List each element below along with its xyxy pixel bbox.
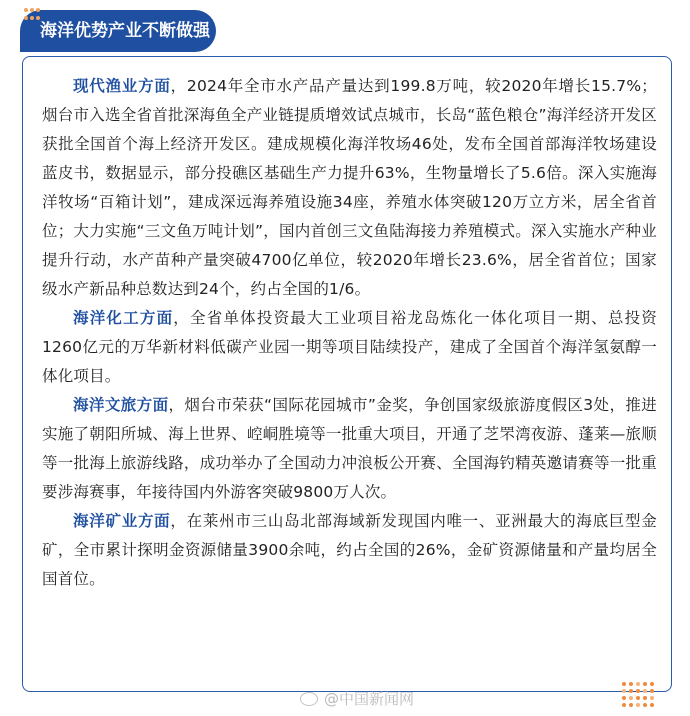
paragraph-text: ，烟台市荣获“国际花园城市”金奖，争创国家级旅游度假区3处，推进实施了朝阳所城、海上世界、崆峒胜境等一批重大项目，开通了芝罘湾夜游、蓬莱—旅顺等一批海上旅游线路，成功举办了全国动力冲浪板公开赛、全国海钓精英邀请赛等一批重要涉海赛事，年接待国内外游客突破9800万人次。 <box>42 396 658 501</box>
paragraph-text: ，全省单体投资最大工业项目裕龙岛炼化一体化项目一期、总投资1260亿元的万华新材料低碳产业园一期等项目陆续投产，建成了全国首个海洋氢氨醇一体化项目。 <box>42 309 657 385</box>
paragraph-tourism <box>42 391 657 507</box>
paragraph-lead: 海洋矿业方面 <box>73 512 171 530</box>
corner-decoration-dots <box>622 682 654 707</box>
paragraph-fishery <box>42 72 657 304</box>
article-content-box <box>22 56 672 692</box>
weibo-icon <box>300 692 318 706</box>
paragraph-lead: 海洋文旅方面 <box>73 396 169 414</box>
section-title: 海洋优势产业不断做强 <box>20 10 216 52</box>
source-watermark <box>300 688 414 709</box>
paragraph-lead: 现代渔业方面 <box>73 77 171 95</box>
title-decoration-dots <box>24 8 46 22</box>
paragraph-lead: 海洋化工方面 <box>73 309 174 327</box>
paragraph-text: ，2024年全市水产品产量达到199.8万吨，较2020年增长15.7%；烟台市入选全省首批深海鱼全产业链提质增效试点城市，长岛“蓝色粮仓”海洋经济开发区获批全国首个海上经济开发区。建成规模化海洋牧场46处，发布全国首部海洋牧场建设蓝皮书，数据显示，部分投礁区基础生产力提升63%，生物量增长了5.6倍。深入实施海洋牧场“百箱计划”，建成深远海养殖设施34座，养殖水体突破120万立方米，居全省首位；大力实施“三文鱼万吨计划”，国内首创三文鱼陆海接力养殖模式。深入实施水产种业提升行动，水产苗种产量突破4700亿单位，较2020年增长23.6%，居全省首位；国家级水产新品种总数达到24个，约占全国的1/6。 <box>42 77 657 298</box>
paragraph-mining <box>42 507 657 594</box>
paragraph-text: ，在莱州市三山岛北部海域新发现国内唯一、亚洲最大的海底巨型金矿，全市累计探明金资源储量3900余吨，约占全国的26%，金矿资源储量和产量均居全国首位。 <box>42 512 657 588</box>
watermark-text: @中国新闻网 <box>324 690 415 708</box>
paragraph-chemical <box>42 304 657 391</box>
